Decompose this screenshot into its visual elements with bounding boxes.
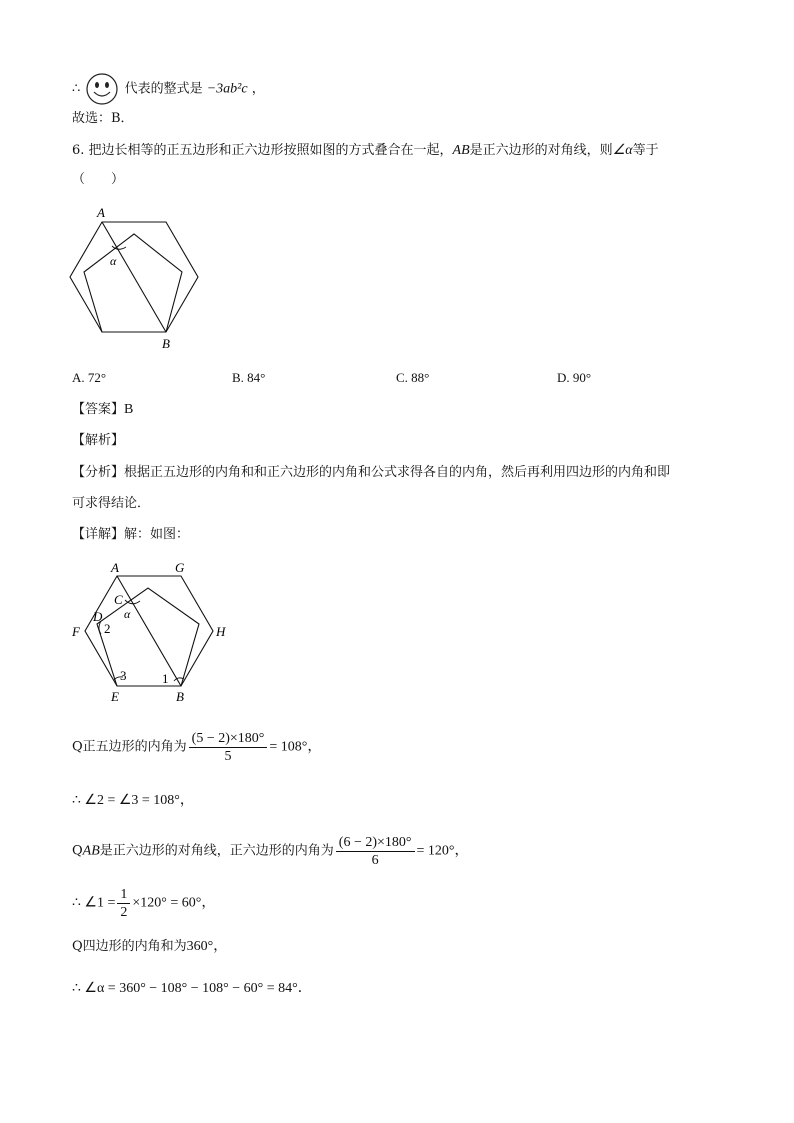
line1-tail: ， xyxy=(251,81,265,97)
line-smiley-expression xyxy=(72,72,265,106)
question-6-text xyxy=(72,142,659,160)
question-middle-text: 是正六边形的对角线，则 xyxy=(469,143,613,158)
fig2-label-b: B xyxy=(176,689,184,704)
step-angle-alpha-result: ∴ ∠α = 360° − 108° − 108° − 60° = 84°． xyxy=(72,981,312,996)
fig1-label-alpha: α xyxy=(110,254,117,268)
step3-prefix: Q xyxy=(72,843,83,859)
step-pentagon-angle xyxy=(72,730,321,765)
step4-numerator: 1 xyxy=(117,886,130,904)
question-angle: ∠α xyxy=(612,143,633,158)
step-quadrilateral-sum xyxy=(72,938,227,956)
detail-text: 解：如图： xyxy=(124,527,190,542)
step-hexagon-angle xyxy=(72,834,469,869)
step1-result: = 108°， xyxy=(269,739,322,755)
fig2-label-f: F xyxy=(72,624,80,639)
diagonal-ab xyxy=(102,222,166,332)
step3-result: = 120°， xyxy=(416,843,469,859)
detail-line xyxy=(72,526,189,544)
smiley-face-icon xyxy=(85,72,119,106)
detail-tag: 【详解】 xyxy=(72,527,125,542)
step3-numerator: (6 − 2)×180° xyxy=(336,834,415,852)
step4-prefix: ∴ ∠1 = xyxy=(72,895,116,911)
step1-prefix: Q正五边形的内角为 xyxy=(72,739,187,755)
answer-line xyxy=(72,401,133,419)
pentagon-shape xyxy=(84,234,182,332)
step1-denominator: 5 xyxy=(224,749,232,764)
choice-a: A. 72° xyxy=(72,370,107,385)
choice-d: D. 90° xyxy=(557,370,592,385)
figure-labeled-pentagon-hexagon xyxy=(66,555,236,705)
step5-prefix: Q四边形的内角和为 xyxy=(72,939,187,954)
labeled-pentagon-shape xyxy=(97,588,199,686)
line-choose-b: 故选：B． xyxy=(72,111,134,126)
fig1-label-b: B xyxy=(162,336,170,351)
analysis-tag: 【解析】 xyxy=(72,433,125,448)
step1-numerator: (5 − 2)×180° xyxy=(189,730,268,748)
step-angle-1 xyxy=(72,886,215,921)
fig2-label-3: 3 xyxy=(120,668,127,683)
question-end-text: 等于 xyxy=(632,143,659,158)
fenxi-text-1: 根据正五边形的内角和和正六边形的内角和公式求得各自的内角，然后再利用四边形的内角和即 xyxy=(124,465,671,480)
fig2-label-c: C xyxy=(114,592,123,607)
line1-text: 代表的整式是 xyxy=(124,81,203,97)
therefore-symbol: ∴ xyxy=(72,81,81,97)
step4-fraction xyxy=(117,886,130,921)
fig2-label-h: H xyxy=(216,624,226,639)
question-ab: AB xyxy=(452,143,470,158)
fig1-label-a: A xyxy=(97,205,105,220)
fenxi-line-1 xyxy=(72,464,670,482)
answer-tag: 【答案】 xyxy=(72,402,125,417)
choice-b: B. 84° xyxy=(232,370,266,385)
step4-result: ×120° = 60°， xyxy=(132,895,216,911)
fig2-label-2: 2 xyxy=(104,621,111,636)
step3-mid: 是正六边形的对角线，正六边形的内角为 xyxy=(99,843,334,859)
figure-pentagon-hexagon xyxy=(66,203,206,353)
labeled-diagonal-ab xyxy=(117,576,181,686)
answer-value: B xyxy=(124,402,134,417)
question-blank: （ ） xyxy=(72,172,125,187)
fig2-label-1: 1 xyxy=(162,671,169,686)
line1-expression: −3ab²c xyxy=(206,81,248,97)
step3-denominator: 6 xyxy=(371,853,379,868)
fig2-label-g: G xyxy=(175,560,185,575)
step4-denominator: 2 xyxy=(120,905,128,920)
fig2-label-a: A xyxy=(111,560,119,575)
fenxi-line-2: 可求得结论． xyxy=(72,496,151,511)
step-angle-2-3: ∴ ∠2 = ∠3 = 108°， xyxy=(72,793,194,808)
fig2-label-e: E xyxy=(111,689,119,704)
question-number-text: 6. 把边长相等的正五边形和正六边形按照如图的方式叠合在一起， xyxy=(72,143,453,158)
step3-fraction xyxy=(336,834,415,869)
step1-fraction xyxy=(189,730,268,765)
fig2-label-d: D xyxy=(93,609,103,624)
choice-c: C. 88° xyxy=(396,370,430,385)
fig2-label-alpha: α xyxy=(124,607,131,621)
fenxi-tag: 【分析】 xyxy=(72,465,125,480)
step3-ab: AB xyxy=(82,843,100,859)
step5-value: 360°， xyxy=(186,939,228,954)
